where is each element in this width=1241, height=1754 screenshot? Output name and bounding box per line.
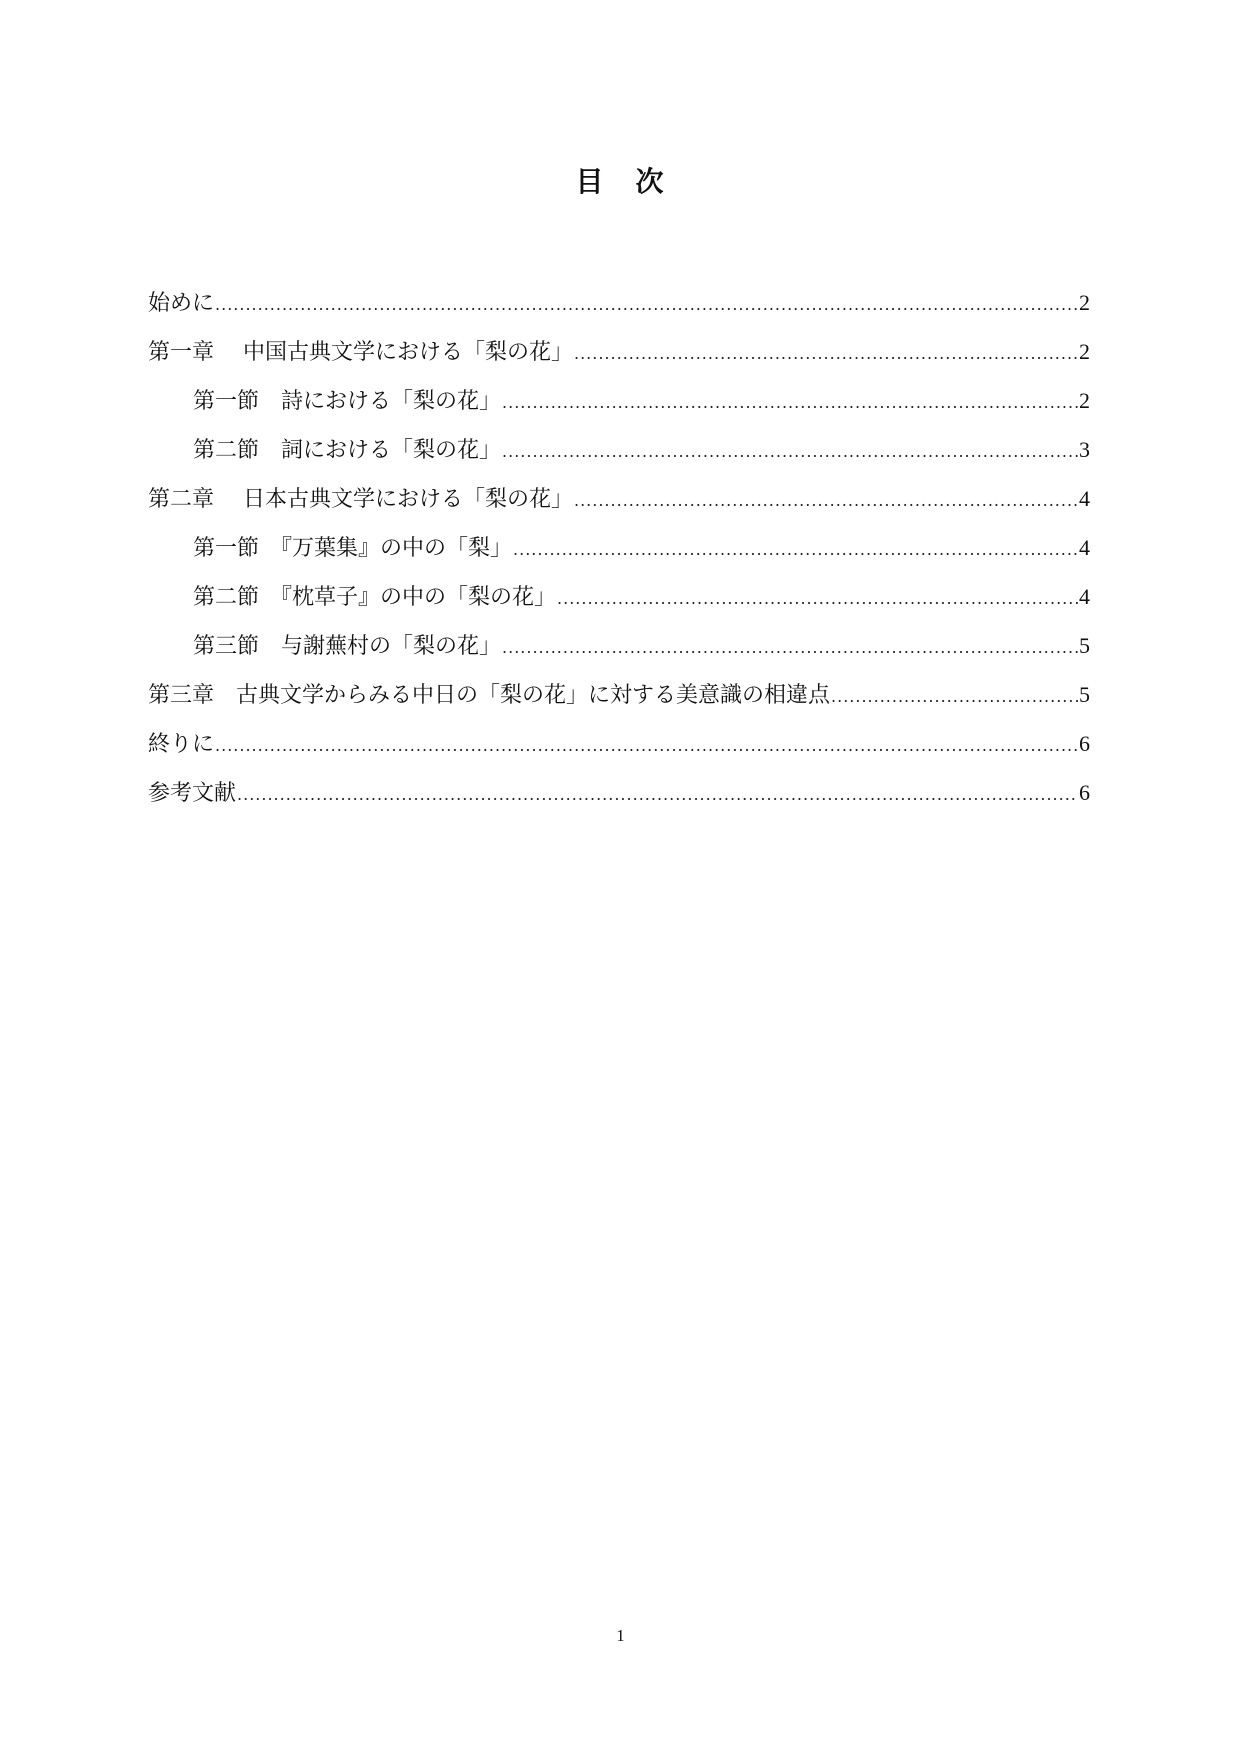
dot-leader	[215, 726, 1078, 766]
dot-leader	[574, 334, 1078, 374]
toc-entry[interactable]	[148, 626, 1090, 675]
toc-entry-label: 第三章 古典文学からみる中日の「梨の花」に対する美意識の相違点	[148, 683, 831, 708]
toc-entry-page: 2	[1079, 290, 1090, 315]
toc-entry-label: 第一章 中国古典文学における「梨の花」	[148, 340, 573, 365]
toc-entry-label: 終りに	[148, 732, 215, 757]
dot-leader	[513, 530, 1078, 570]
toc-entry-label: 第一節 詩における「梨の花」	[193, 389, 502, 414]
dot-leader	[215, 285, 1078, 325]
toc-entry-page: 5	[1079, 633, 1090, 658]
toc-entry[interactable]	[148, 528, 1090, 577]
toc-entry-page: 5	[1079, 682, 1090, 707]
toc-entry-page: 6	[1079, 731, 1090, 756]
toc-entry[interactable]	[148, 332, 1090, 381]
toc-entry-label: 第二節 『枕草子』の中の「梨の花」	[193, 585, 557, 610]
toc-entry-label: 参考文献	[148, 781, 237, 806]
toc-entry[interactable]	[148, 773, 1090, 822]
toc-entry-label: 第一節 『万葉集』の中の「梨」	[193, 536, 513, 561]
toc-entry-label: 始めに	[148, 291, 215, 316]
page-number: 1	[616, 1626, 625, 1645]
toc-entry-label: 第二節 詞における「梨の花」	[193, 438, 502, 463]
toc-entry-page: 6	[1079, 780, 1090, 805]
toc-entry[interactable]	[148, 283, 1090, 332]
dot-leader	[557, 579, 1078, 619]
toc-entry-page: 3	[1079, 437, 1090, 462]
dot-leader	[502, 383, 1078, 423]
toc-entry[interactable]	[148, 724, 1090, 773]
toc-entry[interactable]	[148, 430, 1090, 479]
page-title: 目 次	[575, 165, 666, 198]
dot-leader	[574, 481, 1078, 521]
toc-entry-label: 第三節 与謝蕪村の「梨の花」	[193, 634, 502, 659]
toc-entry[interactable]	[148, 479, 1090, 528]
toc-entry-page: 4	[1079, 486, 1090, 511]
dot-leader	[237, 775, 1078, 815]
toc-entry-page: 2	[1079, 388, 1090, 413]
toc-entry-page: 4	[1079, 584, 1090, 609]
dot-leader	[502, 628, 1078, 668]
table-of-contents	[148, 283, 1090, 822]
toc-entry[interactable]	[148, 675, 1090, 724]
dot-leader	[502, 432, 1078, 472]
toc-entry-page: 4	[1079, 535, 1090, 560]
toc-entry[interactable]	[148, 577, 1090, 626]
toc-entry[interactable]	[148, 381, 1090, 430]
toc-entry-page: 2	[1079, 339, 1090, 364]
toc-entry-label: 第二章 日本古典文学における「梨の花」	[148, 487, 573, 512]
dot-leader	[831, 677, 1078, 717]
